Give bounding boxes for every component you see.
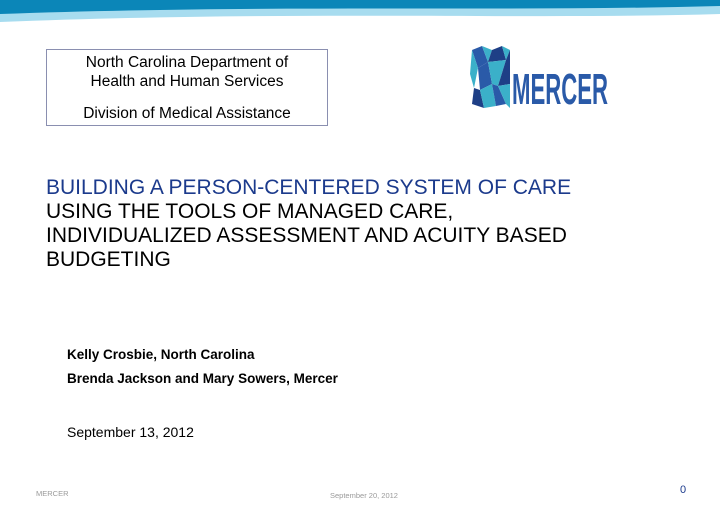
title-line2: USING THE TOOLS OF MANAGED CARE, [46,200,454,223]
footer-date: September 20, 2012 [330,491,398,500]
top-decorative-band [0,0,720,26]
footer-company: MERCER [36,489,69,498]
presenters [67,346,338,394]
title-line4: BUDGETING [46,248,171,271]
title-line1: BUILDING A PERSON-CENTERED SYSTEM OF CARE [46,176,572,199]
org-name-line2: Health and Human Services [90,73,284,90]
organization-box [46,49,328,126]
presentation-date: September 13, 2012 [67,424,194,440]
org-name-line1: North Carolina Department of [85,54,289,71]
mercer-logo [470,44,610,114]
presentation-title [46,176,686,272]
logo-text: MERCER [512,65,608,114]
presenter-line: Brenda Jackson and Mary Sowers, Mercer [67,371,338,386]
division-name: Division of Medical Assistance [83,105,291,122]
presenter-line: Kelly Crosbie, North Carolina [67,347,255,362]
page-number: 0 [680,484,687,496]
title-line3: INDIVIDUALIZED ASSESSMENT AND ACUITY BASED [46,224,567,247]
